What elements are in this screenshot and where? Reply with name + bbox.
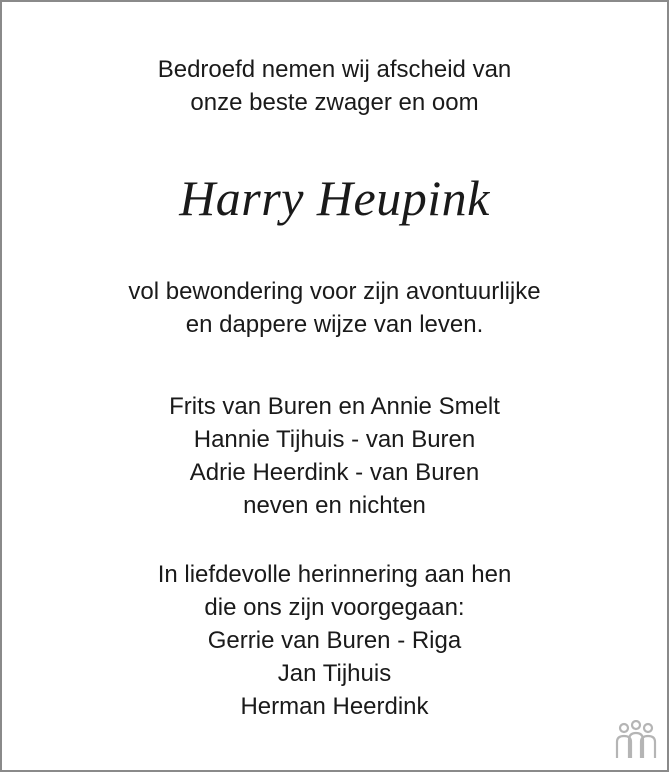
tribute-line: en dappere wijze van leven. — [185, 311, 484, 338]
family-line: Hannie Tijhuis - van Buren — [193, 426, 476, 453]
deceased-name: Harry Heupink — [179, 170, 490, 226]
memory-line: Jan Tijhuis — [277, 660, 392, 687]
intro-line: Bedroefd nemen wij afscheid van — [157, 56, 512, 83]
memory-line: Herman Heerdink — [240, 693, 429, 720]
family-signatories — [2, 390, 667, 522]
intro-text — [2, 53, 667, 119]
people-group-icon — [611, 720, 661, 762]
memory-line: In liefdevolle herinnering aan hen — [157, 561, 512, 588]
family-line: Frits van Buren en Annie Smelt — [169, 393, 500, 420]
family-line: Adrie Heerdink - van Buren — [189, 459, 480, 486]
memory-line: die ons zijn voorgegaan: — [204, 594, 465, 621]
tribute-line: vol bewondering voor zijn avontuurlijke — [128, 278, 541, 305]
intro-line: onze beste zwager en oom — [190, 89, 479, 116]
family-line: neven en nichten — [243, 492, 426, 519]
tribute-text — [2, 275, 667, 341]
memory-text — [2, 558, 667, 723]
memory-line: Gerrie van Buren - Riga — [207, 627, 462, 654]
